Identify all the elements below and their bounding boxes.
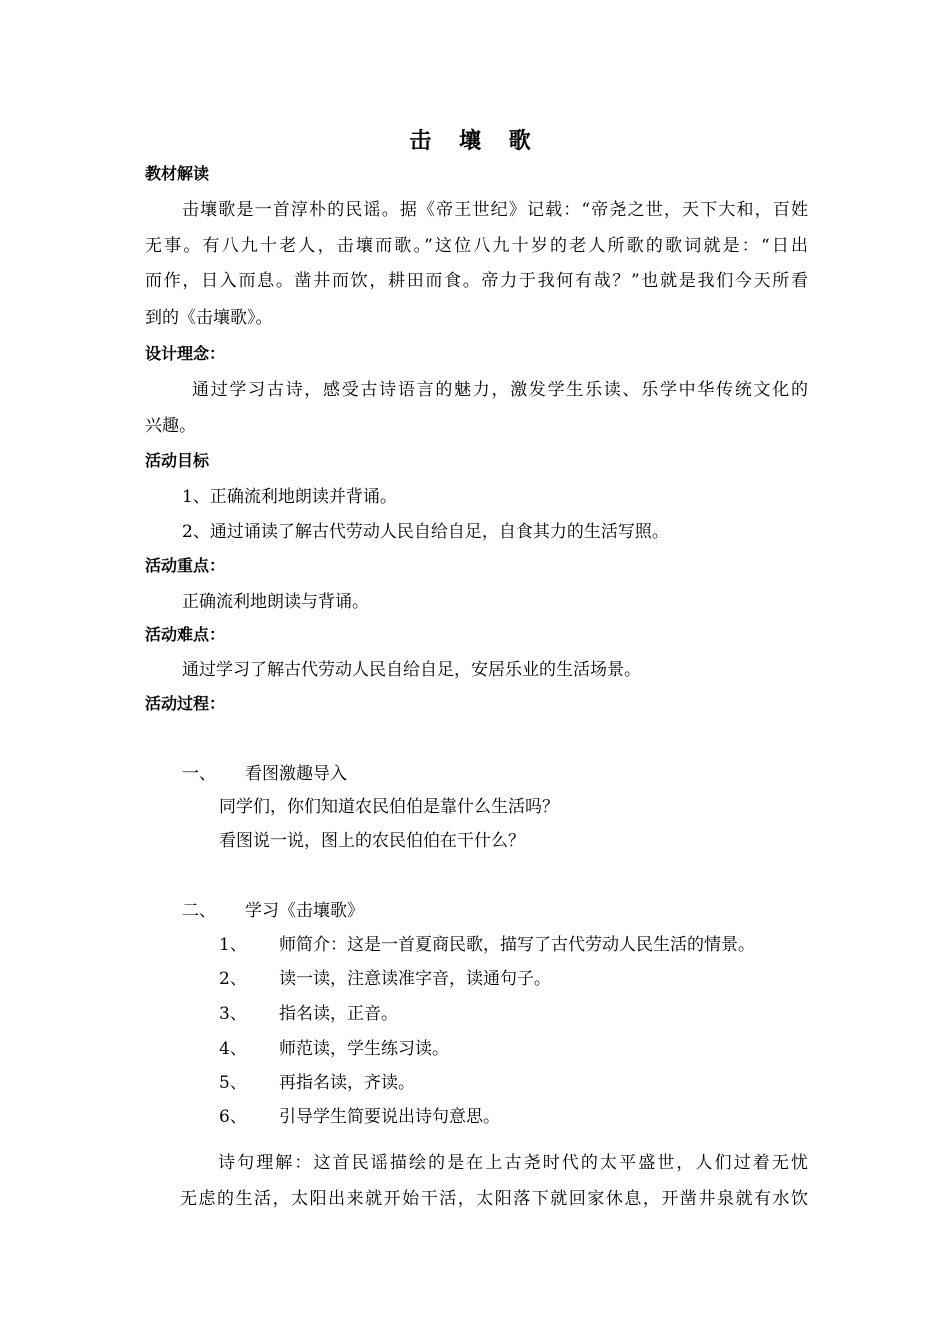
step-text: 师简介：这是一首夏商民歌，描写了古代劳动人民生活的情景。 — [279, 935, 755, 955]
step-text: 引导学生简要说出诗句意思。 — [279, 1107, 500, 1127]
step-number: 1、 — [219, 935, 247, 955]
step-number: 2、 — [219, 969, 247, 989]
part-number: 一、 — [182, 764, 216, 784]
page-title: 击 壤 歌 — [409, 129, 541, 154]
step-text: 指名读，正音。 — [279, 1004, 398, 1024]
goal-item: 2、通过诵读了解古代劳动人民自给自足，自食其力的生活写照。 — [182, 522, 669, 542]
part-number: 二、 — [182, 901, 216, 921]
section-heading-goals: 活动目标 — [145, 451, 210, 470]
section-heading-difficulties: 活动难点： — [145, 625, 226, 644]
step-text: 师范读，学生练习读。 — [279, 1039, 449, 1059]
paragraph-line: 到的《击壤歌》。 — [145, 308, 273, 328]
step-number: 3、 — [219, 1004, 247, 1024]
paragraph-line: 通过学习古诗，感受古诗语言的魅力，激发学生乐读、乐学中华传统文化的 — [192, 380, 808, 400]
section-heading-key-points: 活动重点： — [145, 556, 226, 575]
key-point-text: 正确流利地朗读与背诵。 — [182, 592, 369, 612]
understanding-line: 无虑的生活，太阳出来就开始干活，太阳落下就回家休息，开凿井泉就有水饮 — [180, 1189, 808, 1209]
paragraph-line: 而作，日入而息。凿井而饮，耕田而食。帝力于我何有哉？”也就是我们今天所看 — [145, 271, 808, 291]
paragraph-line: 击壤歌是一首淳朴的民谣。据《帝王世纪》记载：“帝尧之世，天下大和，百姓 — [182, 200, 808, 220]
step-text: 读一读，注意读准字音，读通句子。 — [279, 969, 551, 989]
section-heading-process: 活动过程： — [145, 694, 226, 713]
paragraph-line: 无事。有八九十老人，击壤而歌。”这位八九十岁的老人所歌的歌词就是：“日出 — [145, 236, 808, 256]
step-text: 再指名读，齐读。 — [279, 1073, 415, 1093]
paragraph-line: 兴趣。 — [145, 416, 196, 436]
difficulty-text: 通过学习了解古代劳动人民自给自足，安居乐业的生活场景。 — [182, 660, 641, 680]
part-title: 学习《击壤歌》 — [245, 901, 364, 921]
step-number: 5、 — [219, 1073, 247, 1093]
section-heading-design: 设计理念： — [145, 344, 226, 363]
step-number: 6、 — [219, 1107, 247, 1127]
goal-item: 1、正确流利地朗读并背诵。 — [182, 487, 397, 507]
step-number: 4、 — [219, 1039, 247, 1059]
part-line: 同学们，你们知道农民伯伯是靠什么生活吗？ — [219, 797, 559, 817]
part-line: 看图说一说，图上的农民伯伯在干什么？ — [219, 831, 525, 851]
section-heading-textbook: 教材解读 — [145, 164, 210, 183]
understanding-line: 诗句理解：这首民谣描绘的是在上古尧时代的太平盛世，人们过着无忧 — [218, 1153, 808, 1173]
part-title: 看图激趣导入 — [245, 764, 347, 784]
